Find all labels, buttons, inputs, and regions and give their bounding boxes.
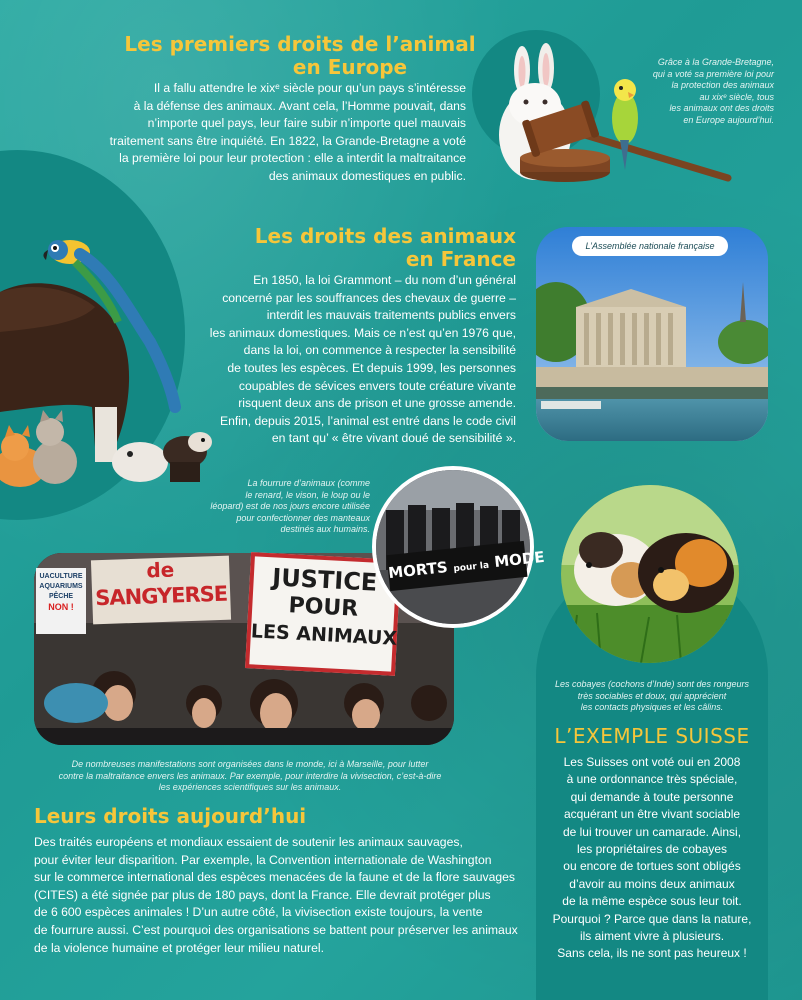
swiss-text-line: acquérant un être vivant sociable bbox=[563, 807, 741, 822]
guinea-caption-line: Les cobayes (cochons d’Inde) sont des rongeurs bbox=[554, 679, 750, 689]
france-text-line: interdit les mauvais traitements publics envers bbox=[266, 308, 516, 323]
france-text-line: En 1850, la loi Grammont – du nom d’un général bbox=[253, 273, 516, 287]
swiss-text-line: les propriétaires de cobayes bbox=[576, 842, 728, 857]
guinea-caption-line: les contacts physiques et les câlins. bbox=[580, 702, 724, 712]
sign-aquaculture-line: PÊCHE bbox=[48, 593, 74, 600]
fur-banner-word: MORTS bbox=[387, 558, 449, 583]
manif-caption bbox=[30, 759, 470, 794]
france-text bbox=[186, 272, 516, 448]
fur-caption-line: destinés aux humains. bbox=[280, 524, 370, 534]
manif-caption-line: les expériences scientifiques sur les animaux. bbox=[158, 782, 342, 792]
france-title bbox=[230, 225, 516, 271]
manif-caption-line: De nombreuses manifestations sont organisées dans le monde, ici à Marseille, pour lutter bbox=[71, 759, 429, 769]
swiss-text-line: ou encore de tortues sont obligés bbox=[563, 859, 741, 874]
swiss-text bbox=[536, 754, 768, 963]
sign-red-line: SANGYERSE bbox=[94, 581, 228, 611]
sign-red-line: de bbox=[145, 557, 175, 583]
swiss-text-line: d’avoir au moins deux animaux bbox=[569, 876, 735, 891]
today-title bbox=[34, 805, 434, 828]
europe-text bbox=[80, 80, 466, 186]
sign-aquaculture-line: UACULTURE bbox=[39, 573, 83, 580]
europe-title-line: Les premiers droits de l’animal bbox=[124, 32, 476, 56]
today-text bbox=[34, 834, 524, 957]
swiss-text-line: Pourquoi ? Parce que dans la nature, bbox=[552, 911, 752, 926]
today-text-line: de la violence humaine et protéger leur milieu naturel. bbox=[34, 940, 324, 955]
swiss-text-line: de la même espèce sous leur toit. bbox=[562, 894, 742, 909]
assemblee-photo bbox=[536, 227, 768, 441]
today-text-line: sur le commerce international des espèces menacées de la faune et de la flore sauvages bbox=[34, 870, 516, 885]
swiss-text-line: qui demande à toute personne bbox=[570, 789, 734, 804]
today-text-line: (CITES) a été signée par plus de 180 pays, dont la France. Elle devrait protéger plus bbox=[34, 887, 491, 902]
fur-banner-word: pour la bbox=[452, 560, 490, 575]
animals-group-image bbox=[0, 232, 215, 497]
france-text-line: Enfin, depuis 2015, l’animal est entré dans le code civil bbox=[219, 413, 516, 428]
fur-caption-line: léopard) est de nos jours encore utilisée bbox=[210, 501, 370, 511]
europe-caption-line: les animaux ont des droits bbox=[669, 103, 774, 113]
europe-caption-line: qui a voté sa première loi pour bbox=[652, 68, 774, 79]
swiss-text-line: de lui trouver un camarade. Ainsi, bbox=[562, 824, 742, 839]
today-text-line: pour éviter leur disparition. Par exemple, la Convention internationale de Washington bbox=[34, 852, 492, 867]
today-text-line: de 6 600 espèces animales ! D’un autre côté, la vivisection existe toujours, la vente bbox=[34, 905, 483, 920]
sign-aquaculture bbox=[36, 568, 86, 634]
europe-caption-line: en Europe aujourd’hui. bbox=[683, 114, 774, 125]
europe-text-line: à la défense des animaux. Avant cela, l’Homme pouvait, dans bbox=[133, 98, 466, 113]
fur-banner-word: MODE bbox=[493, 547, 546, 572]
europe-caption bbox=[614, 57, 774, 126]
europe-text-line: Il a fallu attendre le xixᵉ siècle pour qu’un pays s’intéresse bbox=[153, 81, 466, 95]
assemblee-label bbox=[572, 236, 728, 256]
swiss-text-line: Sans cela, ils ne sont pas heureux ! bbox=[557, 946, 747, 961]
europe-text-line: traitement sans être inquiété. En 1822, la Grande-Bretagne a voté bbox=[109, 133, 466, 148]
sign-red bbox=[91, 556, 231, 625]
guinea-pig-photo bbox=[561, 485, 739, 663]
swiss-text-line: ils aiment vivre à plusieurs. bbox=[579, 929, 725, 944]
fur-caption-line: La fourrure d’animaux (comme bbox=[247, 478, 370, 488]
france-text-line: coupables de sévices envers toute créature vivante bbox=[238, 378, 516, 393]
fur-caption bbox=[180, 478, 370, 536]
france-text-line: dans la loi, on commence à respecter la sensibilité bbox=[243, 343, 516, 358]
france-text-line: concerné par les souffrances des chevaux de guerre – bbox=[222, 290, 516, 305]
europe-caption-line: au xixᵉ siècle, tous bbox=[699, 91, 774, 102]
europe-caption-line: la protection des animaux bbox=[671, 80, 774, 90]
europe-title bbox=[120, 33, 480, 79]
europe-title-line: en Europe bbox=[292, 55, 408, 79]
sign-aquaculture-line: NON ! bbox=[48, 602, 74, 612]
sign-aquaculture-line: AQUARIUMS bbox=[39, 583, 83, 590]
today-text-line: Des traités européens et mondiaux essaient de soutenir les animaux sauvages, bbox=[34, 835, 463, 849]
europe-text-line: n’importe quel pays, leur faire subir n’importe quel mauvais bbox=[147, 116, 466, 131]
swiss-text-line: à une ordonnance très spéciale, bbox=[566, 772, 738, 787]
france-text-line: risquent deux ans de prison et une grosse amende. bbox=[238, 396, 516, 411]
fur-caption-line: le renard, le vison, le loup ou le bbox=[245, 489, 370, 500]
france-title-line: en France bbox=[405, 247, 516, 271]
europe-text-line: la première loi pour leur protection : elle a interdit la maltraitance bbox=[119, 151, 466, 166]
france-text-line: en tant qu’ « être vivant doué de sensibilité ». bbox=[271, 431, 516, 446]
guinea-caption bbox=[536, 679, 768, 714]
sign-justice-line: JUSTICE bbox=[271, 563, 378, 597]
fur-caption-line: pour confectionner des manteaux bbox=[236, 512, 370, 523]
swiss-title bbox=[536, 725, 768, 748]
sign-justice-line: LES ANIMAUX bbox=[250, 620, 398, 650]
swiss-text-line: Les Suisses ont voté oui en 2008 bbox=[563, 755, 741, 769]
france-text-line: de toutes les espèces. Et depuis 1999, les personnes bbox=[227, 360, 516, 375]
today-text-line: de fourrure aussi. C’est pourquoi des organisations se battent pour préserver les animaux bbox=[34, 922, 518, 937]
guinea-caption-line: très sociables et doux, qui apprécient bbox=[577, 690, 727, 701]
manif-caption-line: contre la maltraitance envers les animaux. Par exemple, pour interdire la vivisection, c’est-à-dire bbox=[58, 770, 442, 781]
today-title-text: Leurs droits aujourd’hui bbox=[34, 804, 307, 828]
assemblee-label-text: L’Assemblée nationale française bbox=[585, 241, 715, 251]
sign-justice-line: POUR bbox=[287, 593, 359, 622]
france-text-line: les animaux domestiques. Mais ce n’est qu’en 1976 que, bbox=[209, 325, 516, 340]
europe-caption-line: Grâce à la Grande-Bretagne, bbox=[657, 57, 774, 67]
europe-text-line: des animaux domestiques en public. bbox=[268, 168, 466, 183]
france-title-line: Les droits des animaux bbox=[254, 224, 516, 248]
swiss-title-text: L’EXEMPLE SUISSE bbox=[554, 724, 750, 748]
